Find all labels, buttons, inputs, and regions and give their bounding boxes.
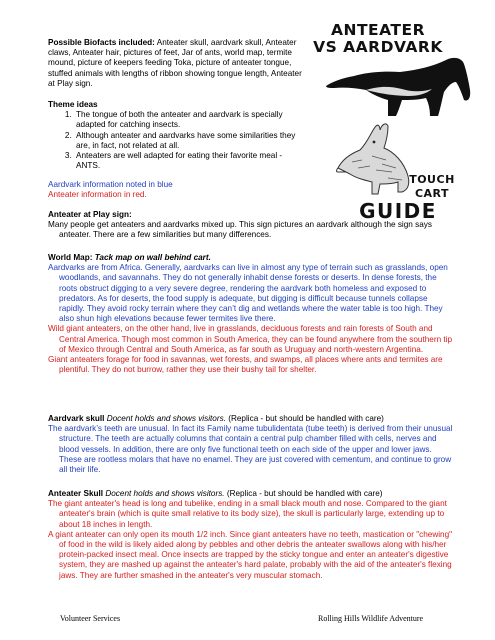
biofacts-text: Anteater skull, aardvark skull, Anteater claws, Anteater hair, pictures of feet, Jar of ants, world map, termite mound, picture of keepers feeding Toka, picture of anteater tongue, stuffed animals with lengths of ribbon showing tongue length, Anteater at Play sign. — [48, 38, 302, 88]
aardvark-skull-text: The aardvark’s teeth are unusual. In fact its Family name tubulidentata (tube teeth) is derived from their unusual structure. The teeth are actually columns that contain a central pulp chamber filled with cells, nerves and blood vessels. In addition, there are only five functional teeth on each side of the upper and lower jaws. These are rootless molars that have no enamel. They are just covered with cementum, and continue to grow all their life. — [48, 424, 453, 475]
anteater-skull-heading: Anteater Skull — [48, 489, 104, 498]
aardvark-skull-replica: (Replica - but should be handled with care) — [228, 414, 384, 423]
theme-item: 3. Anteaters are well adapted for eating their favorite meal - ANTS. — [74, 151, 308, 171]
footer-left: Volunteer Services — [60, 614, 121, 623]
legend-red: Anteater information in red. — [48, 190, 147, 199]
biofacts-paragraph — [48, 38, 310, 89]
anteater-skull-text-1: The giant anteater's head is long and tubelike, ending in a small black mouth and nose. Compared to the giant anteater's brain (which is quite small relative to its body size), the skull is particularly large, extending up to about 18 inches in length. — [48, 499, 447, 529]
title-line-1: ANTEATER — [330, 21, 426, 39]
touch-word: TOUCH — [409, 173, 455, 186]
anteater-skull-text-2: A giant anteater can only open its mouth 1/2 inch. Since giant anteaters have no teeth, mastication or "chewing" of food in the wild is likely aided along by pebbles and other debris the anteater swallows along with his/her protein-packed insect meal. Once insects are trapped by the sticky tongue and enter an anteater's digestive system, they are mashed up against the anteater's hard palate, probably with the aid of the anteater's flexing jaws. They are further smashed in the anteater's very muscular stomach. — [48, 529, 453, 580]
anteater-skull-note: Docent holds and shows visitors. — [105, 489, 225, 498]
legend-blue: Aardvark information noted in blue — [48, 180, 173, 189]
cart-word: CART — [414, 187, 450, 200]
anteater-habitat-text: Wild giant anteaters, on the other hand, live in grasslands, deciduous forests and rain forests of South and Central America. Though most common in South America, they can be found anywhere from the southern tip of Mexico through Central and South America, as far south as Uruguay and north-western Argentina. — [48, 324, 453, 354]
footer-right: Rolling Hills Wildlife Adventure — [318, 614, 424, 623]
anteater-skull-section — [48, 489, 453, 581]
theme-item: 2. Although anteater and aardvarks have some similarities they are, in fact, not related at all. — [74, 131, 308, 151]
aardvark-skull-section — [48, 414, 453, 475]
play-sign-text: Many people get anteaters and aardvarks mixed up. This sign pictures an aardvark although the sign says anteater. There are a few similarities but many differences. — [48, 220, 432, 240]
aardvark-habitat-text: Aardvarks are from Africa. Generally, aardvarks can live in almost any type of terrain such as grasslands, open woodlands, and savannahs. They do not generally inhabit dense forests or deserts. In dense forests, the roots obstruct digging to a very severe degree, rendering the aardvark both homeless and exposed to predators. As for deserts, the food supply is adequate, but digging is difficult because tunnels collapse rapidly. They avoid rocky terrain where they can’t dig and wetlands where the water table is too high. They also shun high elevations because fewer termites live there. — [48, 263, 448, 324]
play-sign-section — [48, 210, 448, 241]
touch-cart-label — [400, 173, 464, 201]
world-map-instruction: Tack map on wall behind cart. — [94, 253, 211, 262]
anteater-silhouette — [322, 56, 474, 122]
theme-ideas-section — [48, 100, 308, 171]
theme-ideas-list — [48, 110, 308, 171]
theme-item: 1. The tongue of both the anteater and aardvark is specially adapted for catching insects. — [74, 110, 308, 130]
biofacts-label: Possible Biofacts included: — [48, 38, 155, 47]
aardvark-skull-heading: Aardvark skull — [48, 414, 105, 423]
aardvark-skull-note: Docent holds and shows visitors. — [106, 414, 226, 423]
world-map-heading: World Map: — [48, 253, 93, 262]
play-sign-heading: Anteater at Play sign: — [48, 210, 132, 219]
anteater-forage-text: Giant anteaters forage for food in savannas, wet forests, and swamps, all places where ants and termites are plentiful. They do not burrow, rather they use their bushy tail for shelter. — [48, 355, 443, 375]
anteater-skull-replica: (Replica - but should be handled with care) — [226, 489, 383, 498]
page-title — [308, 22, 448, 56]
world-map-section — [48, 253, 453, 375]
guide-label: GUIDE — [359, 199, 437, 223]
title-line-2: VS AARDVARK — [313, 38, 443, 56]
theme-ideas-heading: Theme ideas — [48, 100, 98, 109]
